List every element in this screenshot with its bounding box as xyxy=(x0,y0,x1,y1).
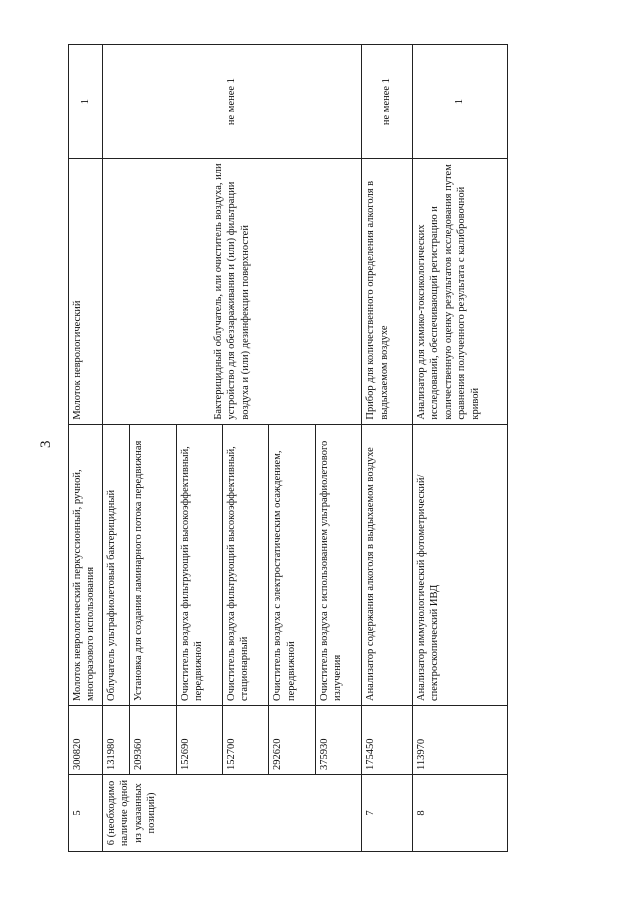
nomenclature-code: 175450 xyxy=(362,706,413,775)
equipment-name: Бактерицидный облучатель, или очиститель воздуха, или устройство для обеззараживания и (или) фильтрации воздуха и (или) дезинфекции поверхностей xyxy=(102,159,362,424)
table-row xyxy=(412,45,507,852)
nomenclature-name: Очиститель воздуха с использованием ультрафиолетового излучения xyxy=(315,424,361,705)
equipment-name: Прибор для количественного определения алкоголя в выдыхаемом воздухе xyxy=(362,159,413,424)
row-number: 5 xyxy=(69,775,103,852)
table-row xyxy=(69,45,103,852)
nomenclature-code: 375930 xyxy=(315,706,361,775)
nomenclature-code: 292620 xyxy=(269,706,315,775)
nomenclature-code: 131980 xyxy=(102,706,129,775)
nomenclature-name: Анализатор содержания алкоголя в выдыхаемом воздухе xyxy=(362,424,413,705)
nomenclature-code: 113970 xyxy=(412,706,507,775)
nomenclature-code: 209360 xyxy=(130,706,176,775)
quantity: 1 xyxy=(69,45,103,159)
table-row xyxy=(102,45,129,852)
row-number: 7 xyxy=(362,775,413,852)
equipment-table xyxy=(68,44,508,852)
nomenclature-name: Установка для создания ламинарного потока передвижная xyxy=(130,424,176,705)
row-number: 6 (необходимо наличие одной из указанных позиций) xyxy=(102,775,362,852)
table-row xyxy=(362,45,413,852)
equipment-table-rotated xyxy=(68,44,508,852)
nomenclature-name: Очиститель воздуха фильтрующий высокоэффективный, передвижной xyxy=(176,424,222,705)
nomenclature-name: Очиститель воздуха фильтрующий высокоэффективный, стационарный xyxy=(222,424,268,705)
quantity: не менее 1 xyxy=(102,45,362,159)
quantity: 1 xyxy=(412,45,507,159)
quantity: не менее 1 xyxy=(362,45,413,159)
nomenclature-code: 152690 xyxy=(176,706,222,775)
nomenclature-name: Молоток неврологический перкуссионный, ручной, многоразового использования xyxy=(69,424,103,705)
nomenclature-code: 300820 xyxy=(69,706,103,775)
row-number: 8 xyxy=(412,775,507,852)
equipment-name: Анализатор для химико-токсикологических исследований, обеспечивающий регистрацию и количественную оценку результатов исследования путем сравнения полученного результата с калибровочной кривой xyxy=(412,159,507,424)
page-number: 3 xyxy=(38,440,54,448)
equipment-name: Молоток неврологический xyxy=(69,159,103,424)
nomenclature-name: Очиститель воздуха с электростатическим осаждением, передвижной xyxy=(269,424,315,705)
nomenclature-code: 152700 xyxy=(222,706,268,775)
nomenclature-name: Облучатель ультрафиолетовый бактерицидный xyxy=(102,424,129,705)
nomenclature-name: Анализатор иммунологический фотометрический/спектроскопический ИВД xyxy=(412,424,507,705)
